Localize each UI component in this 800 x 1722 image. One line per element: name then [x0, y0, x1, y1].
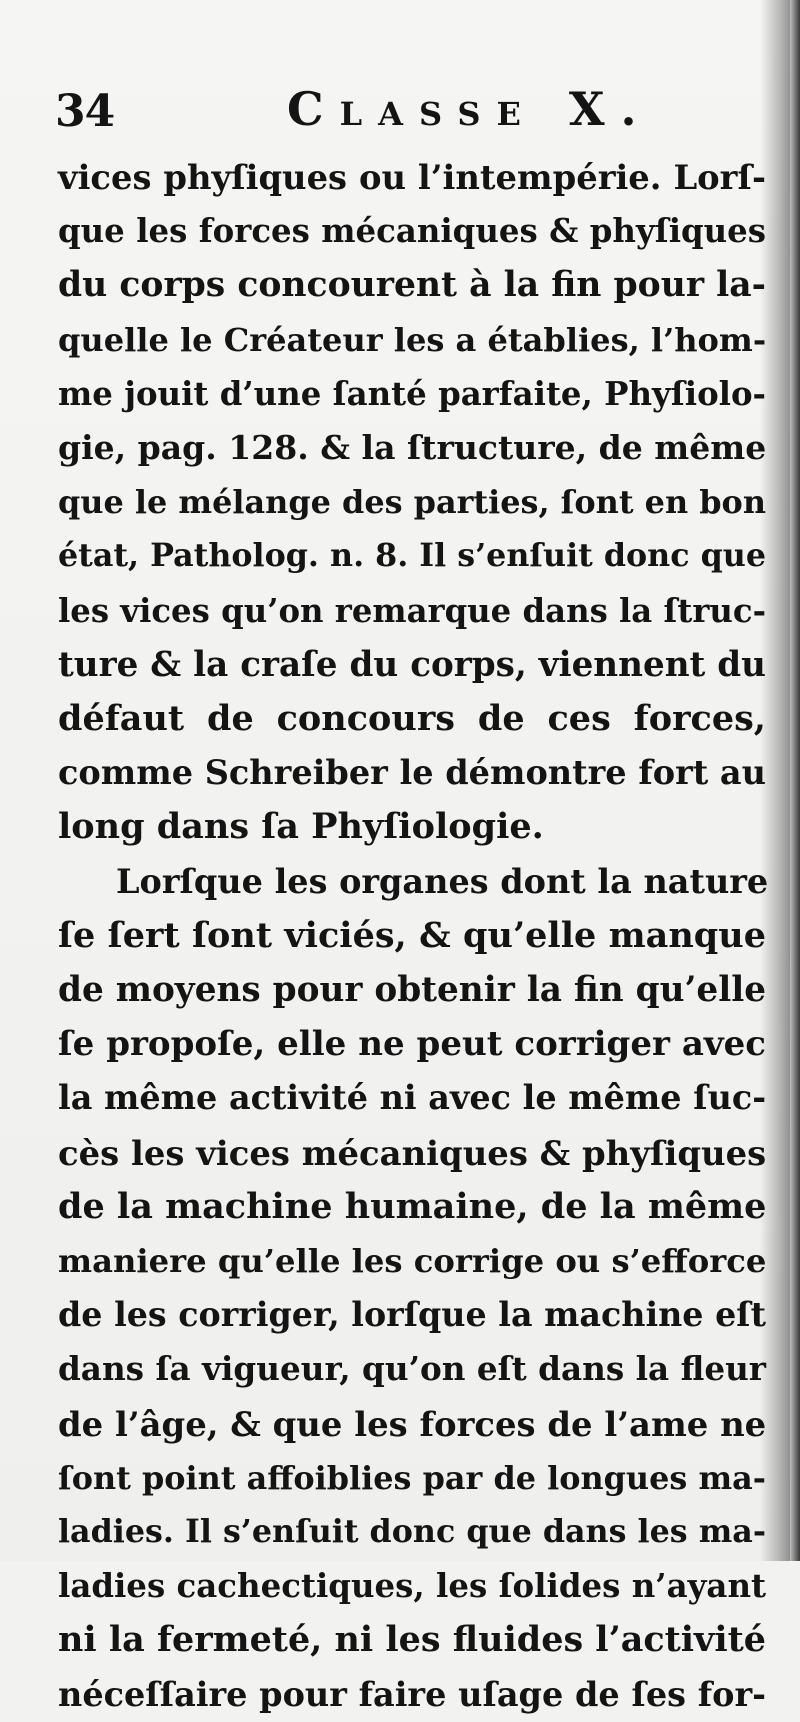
text-line: long dans ſa Phyſiologie.: [58, 806, 544, 848]
text-line: maniere qu’elle les corrige ou s’efforce: [58, 1242, 767, 1281]
text-line: état, Patholog. n. 8. Il s’enſuit donc que: [58, 537, 767, 575]
text-line: ladies cachectiques, les ſolides n’ayant: [58, 1567, 766, 1606]
text-line: Lorſque les organes dont la nature: [116, 861, 769, 901]
text-line: quelle le Créateur les a établies, l’hom-: [58, 320, 767, 359]
text-line: ſe ſert ſont viciés, & qu’elle manque: [58, 914, 766, 956]
page-header: [55, 78, 755, 136]
running-head: Classe X.: [287, 82, 653, 136]
text-line: que les forces mécaniques & phyſiques: [58, 212, 766, 251]
text-line: ni la fermeté, ni les fluides l’activité: [58, 1619, 766, 1661]
text-line: de l’âge, & que les forces de l’ame ne: [58, 1403, 767, 1444]
text-line: me jouit d’une ſanté parfaite, Phyſiolo-: [58, 374, 766, 413]
text-line: ſe propoſe, elle ne peut corriger avec: [58, 1024, 766, 1065]
page-spine-shadow: [790, 0, 800, 1561]
body-text: [58, 150, 769, 1722]
text-line: de moyens pour obtenir la fin qu’elle: [58, 970, 767, 1011]
text-line: néceſſaire pour faire uſage de ſes for-: [58, 1674, 766, 1714]
text-line: vices phyſiques ou l’intempérie. Lorſ-: [58, 157, 766, 197]
text-line: de les corriger, lorſque la machine eſt: [58, 1295, 766, 1335]
text-line: comme Schreiber le démontre fort au: [58, 753, 766, 793]
text-line: gie, pag. 128. & la ſtructure, de même: [58, 428, 767, 468]
text-line: la même activité ni avec le même ſuc-: [58, 1078, 767, 1118]
text-line: les vices qu’on remarque dans la ſtruc-: [58, 591, 766, 630]
text-line: cès les vices mécaniques & phyſiques: [58, 1132, 767, 1173]
text-line: défaut de concours de ces forces,: [58, 698, 766, 740]
text-line: ladies. Il s’enſuit donc que dans les ma-: [58, 1513, 766, 1551]
page-number: 34: [55, 86, 115, 137]
text-line: du corps concourent à la fin pour la-: [58, 265, 766, 306]
text-line: que le mélange des parties, ſont en bon: [58, 483, 766, 522]
text-line: dans ſa vigueur, qu’on eſt dans la fleur: [58, 1349, 766, 1389]
text-line: de la machine humaine, de la même: [58, 1185, 767, 1227]
text-line: ſont point affoiblies par de longues ma-: [58, 1458, 766, 1497]
text-line: ture & la craſe du corps, viennent du: [58, 644, 766, 685]
